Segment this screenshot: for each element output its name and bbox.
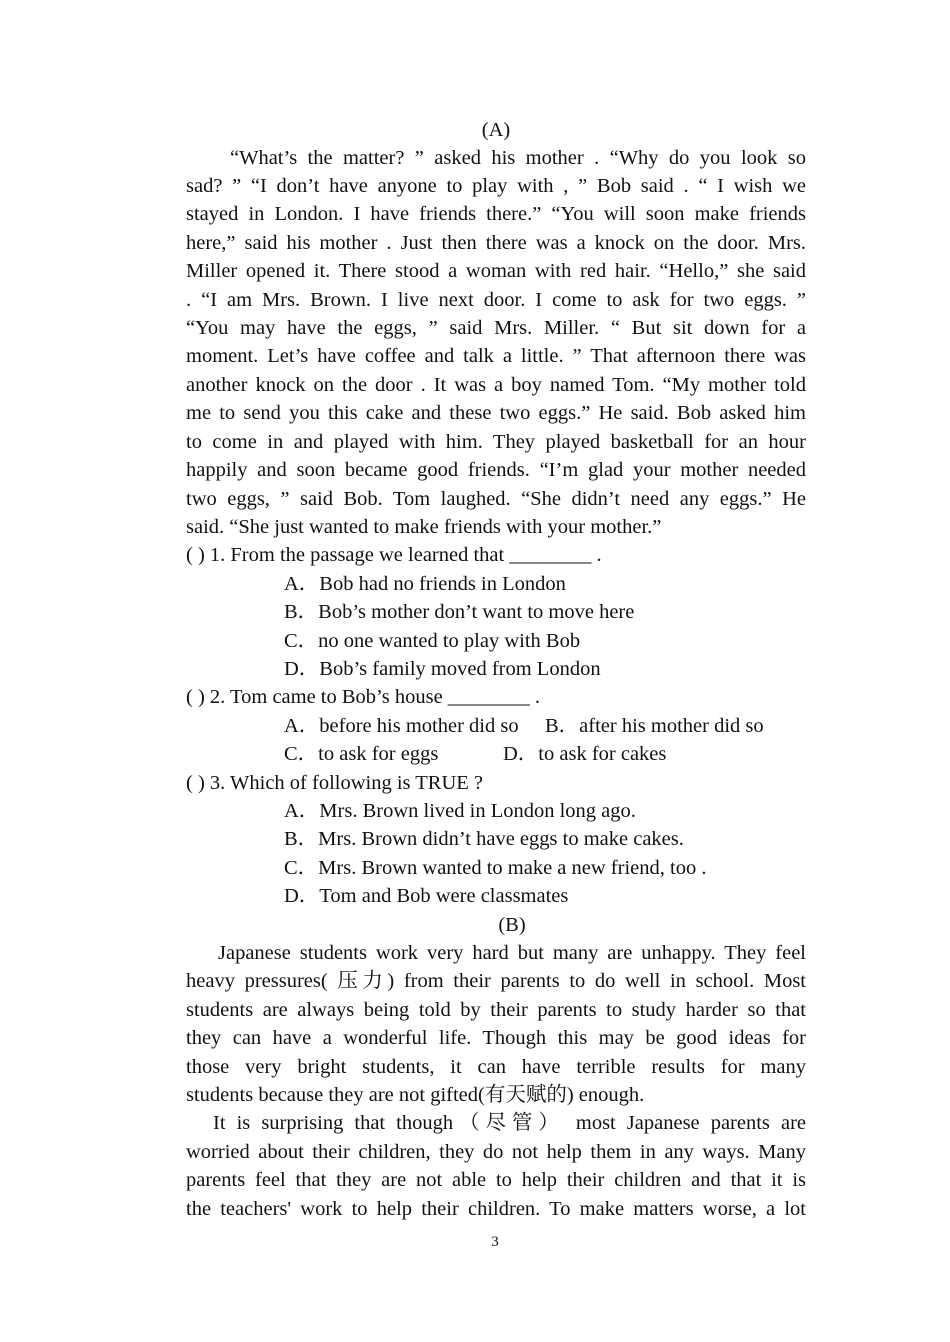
question-3-option-b: B．Mrs. Brown didn’t have eggs to make cakes. xyxy=(284,828,684,850)
question-1-option-d: D．Bob’s family moved from London xyxy=(284,658,601,680)
passage-b-line: It is surprising that though（尽管） most Japanese parents are xyxy=(213,1112,806,1134)
question-2-stem: ( ) 2. Tom came to Bob’s house ________ . xyxy=(186,686,541,708)
question-3-option-c: C．Mrs. Brown wanted to make a new friend, too . xyxy=(284,857,707,879)
question-3-option-a: A．Mrs. Brown lived in London long ago. xyxy=(284,800,636,822)
passage-b-line: students because they are not gifted(有天赋的) enough. xyxy=(186,1084,645,1106)
passage-a-line: me to send you this cake and these two eggs.” He said. Bob asked him xyxy=(186,402,806,424)
question-1-stem: ( ) 1. From the passage we learned that ________ . xyxy=(186,544,602,566)
question-1-option-a: A．Bob had no friends in London xyxy=(284,573,566,595)
question-2-option-c: C．to ask for eggs xyxy=(284,743,439,765)
passage-b-line: they can have a wonderful life. Though this may be good ideas for xyxy=(186,1027,806,1049)
passage-a-line: two eggs, ” said Bob. Tom laughed. “She didn’t need any eggs.” He xyxy=(186,488,806,510)
passage-b-line: students are always being told by their parents to study harder so that xyxy=(186,999,806,1021)
passage-a-line: another knock on the door . It was a boy named Tom. “My mother told xyxy=(186,374,806,396)
question-2-option-b: B．after his mother did so xyxy=(545,715,764,737)
passage-a-line: sad? ” “I don’t have anyone to play with , ” Bob said . “ I wish we xyxy=(186,175,806,197)
passage-b-line: the teachers' work to help their children. To make matters worse, a lot xyxy=(186,1198,806,1220)
passage-a-line: moment. Let’s have coffee and talk a little. ” That afternoon there was xyxy=(186,345,806,367)
passage-a-line: . “I am Mrs. Brown. I live next door. I come to ask for two eggs. ” xyxy=(186,289,806,311)
passage-a-line: “What’s the matter? ” asked his mother . “Why do you look so xyxy=(230,147,806,169)
passage-b-line: those very bright students, it can have terrible results for many xyxy=(186,1056,806,1078)
question-3-stem: ( ) 3. Which of following is TRUE ? xyxy=(186,772,484,794)
question-1-option-b: B．Bob’s mother don’t want to move here xyxy=(284,601,635,623)
question-2-option-d: D．to ask for cakes xyxy=(503,743,667,765)
question-3-option-d: D．Tom and Bob were classmates xyxy=(284,885,569,907)
question-2-option-a: A．before his mother did so xyxy=(284,715,519,737)
passage-a-line: stayed in London. I have friends there.” “You will soon make friends xyxy=(186,203,806,225)
passage-b-line: parents feel that they are not able to help their children and that it is xyxy=(186,1169,806,1191)
section-b-heading: (B) xyxy=(498,914,526,936)
passage-b-line: Japanese students work very hard but many are unhappy. They feel xyxy=(218,942,806,964)
passage-a-line: to come in and played with him. They played basketball for an hour xyxy=(186,431,806,453)
passage-a-line: happily and soon became good friends. “I’m glad your mother needed xyxy=(186,459,806,481)
page-number: 3 xyxy=(491,1234,499,1250)
passage-a-line: Miller opened it. There stood a woman with red hair. “Hello,” she said xyxy=(186,260,806,282)
passage-a-line: here,” said his mother . Just then there was a knock on the door. Mrs. xyxy=(186,232,806,254)
passage-b-line: worried about their children, they do not help them in any ways. Many xyxy=(186,1141,806,1163)
question-1-option-c: C．no one wanted to play with Bob xyxy=(284,630,581,652)
passage-b-line: heavy pressures( 压力) from their parents to do well in school. Most xyxy=(186,970,806,992)
section-a-heading: (A) xyxy=(481,119,511,141)
passage-a-line: said. “She just wanted to make friends with your mother.” xyxy=(186,516,662,538)
passage-a-line: “You may have the eggs, ” said Mrs. Miller. “ But sit down for a xyxy=(186,317,806,339)
